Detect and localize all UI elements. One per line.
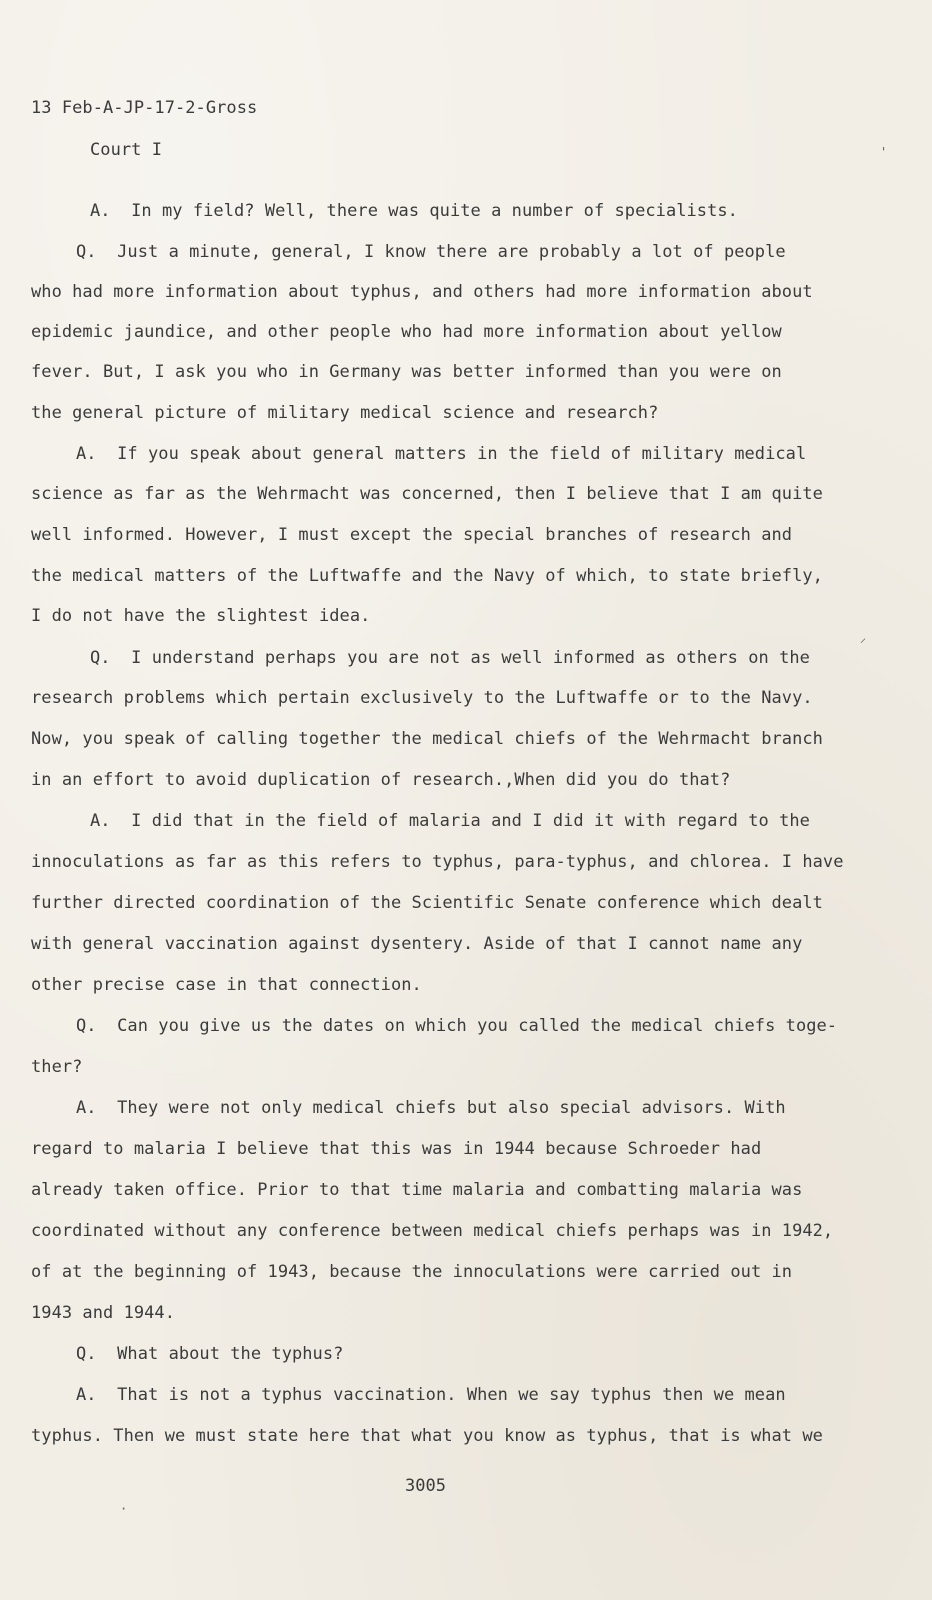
text-line: of at the beginning of 1943, because the innoculations were carried out in xyxy=(31,1262,793,1282)
text-line: 1943 and 1944. xyxy=(31,1303,175,1323)
text-line: ther? xyxy=(31,1057,83,1077)
text-line: well informed. However, I must except the special branches of research and xyxy=(31,525,793,545)
text-line: other precise case in that connection. xyxy=(31,975,422,995)
text-line: regard to malaria I believe that this was in 1944 because Schroeder had xyxy=(31,1139,762,1159)
text-line: A. In my field? Well, there was quite a number of specialists. xyxy=(90,201,738,221)
text-line: innoculations as far as this refers to typhus, para-typhus, and chlorea. I have xyxy=(31,852,844,872)
text-line: Q. What about the typhus? xyxy=(76,1344,344,1364)
text-line: Q. Just a minute, general, I know there are probably a lot of people xyxy=(76,242,786,262)
text-line: research problems which pertain exclusively to the Luftwaffe or to the Navy. xyxy=(31,688,813,708)
text-line: coordinated without any conference between medical chiefs perhaps was in 1942, xyxy=(31,1221,834,1241)
paper-mark: · xyxy=(120,1502,128,1516)
text-line: A. They were not only medical chiefs but also special advisors. With xyxy=(76,1098,786,1118)
text-line: further directed coordination of the Scientific Senate conference which dealt xyxy=(31,893,823,913)
text-line: A. If you speak about general matters in the field of military medical xyxy=(76,444,807,464)
text-line: fever. But, I ask you who in Germany was better informed than you were on xyxy=(31,362,782,382)
paper-mark: ⸍ xyxy=(860,636,867,650)
text-line: who had more information about typhus, and others had more information about xyxy=(31,282,813,302)
page-number: 3005 xyxy=(405,1476,446,1496)
text-line: Q. I understand perhaps you are not as well informed as others on the xyxy=(90,648,810,668)
text-line: already taken office. Prior to that time malaria and combatting malaria was xyxy=(31,1180,803,1200)
paper-mark: ' xyxy=(880,145,888,159)
text-line: Q. Can you give us the dates on which you called the medical chiefs toge- xyxy=(76,1016,838,1036)
text-line: Now, you speak of calling together the medical chiefs of the Wehrmacht branch xyxy=(31,729,823,749)
document-id: 13 Feb-A-JP-17-2-Gross xyxy=(31,98,258,118)
text-line: A. That is not a typhus vaccination. When we say typhus then we mean xyxy=(76,1385,786,1405)
text-line: typhus. Then we must state here that what you know as typhus, that is what we xyxy=(31,1426,823,1446)
text-line: science as far as the Wehrmacht was concerned, then I believe that I am quite xyxy=(31,484,823,504)
text-line: I do not have the slightest idea. xyxy=(31,606,371,626)
text-line: in an effort to avoid duplication of research.,When did you do that? xyxy=(31,770,731,790)
text-line: with general vaccination against dysentery. Aside of that I cannot name any xyxy=(31,934,803,954)
text-line: the medical matters of the Luftwaffe and the Navy of which, to state briefly, xyxy=(31,566,823,586)
text-line: the general picture of military medical science and research? xyxy=(31,403,659,423)
text-line: A. I did that in the field of malaria and I did it with regard to the xyxy=(90,811,810,831)
text-line: epidemic jaundice, and other people who had more information about yellow xyxy=(31,322,782,342)
court-label: Court I xyxy=(90,140,162,160)
